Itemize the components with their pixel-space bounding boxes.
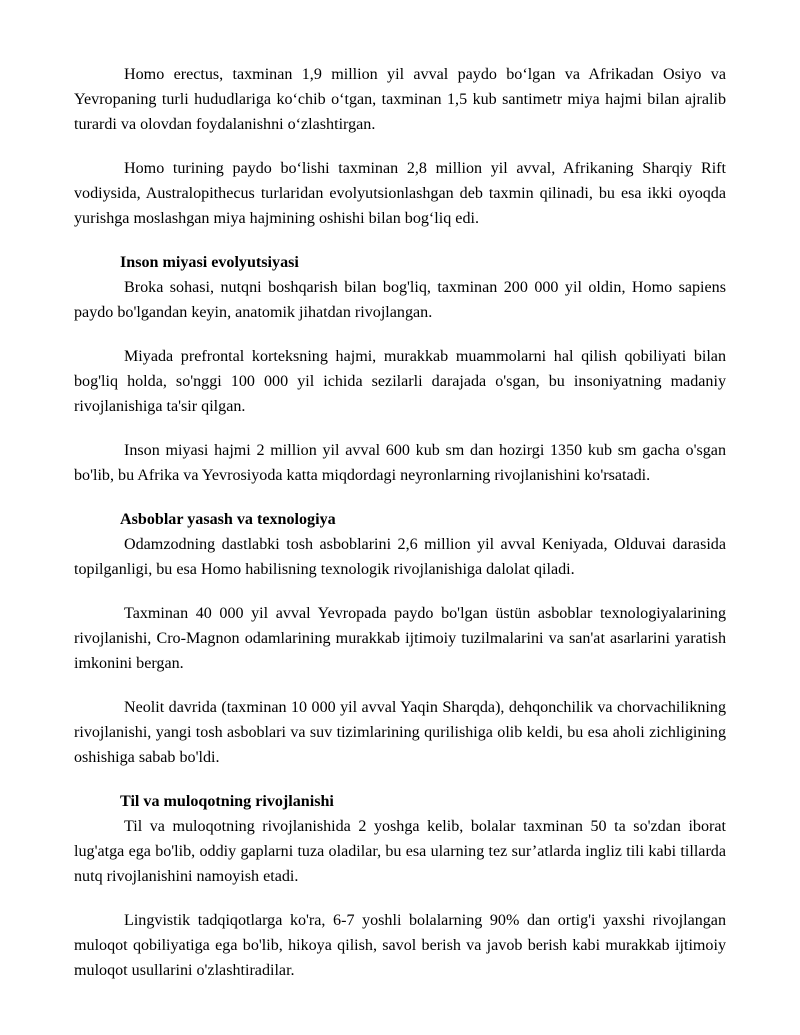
section-heading: Inson miyasi evolyutsiyasi: [120, 254, 299, 271]
body-paragraph: Homo erectus, taxminan 1,9 million yil avval paydo bo‘lgan va Afrikadan Osiyo va Yevropaning turli hududlariga ko‘chib o‘tgan, taxminan 1,5 kub santimetr miya hajmi bilan ajralib turardi va olovdan foydalanishni o‘zlashtirgan.: [74, 66, 726, 133]
section-tools-technology: [74, 507, 726, 770]
section-brain-evolution: [74, 250, 726, 488]
body-paragraph: Broka sohasi, nutqni boshqarish bilan bog'liq, taxminan 200 000 yil oldin, Homo sapiens paydo bo'lgandan keyin, anatomik jihatdan rivojlangan.: [74, 279, 726, 321]
body-paragraph: Inson miyasi hajmi 2 million yil avval 600 kub sm dan hozirgi 1350 kub sm gacha o'sgan bo'lib, bu Afrika va Yevrosiyoda katta miqdordagi neyronlarning rivojlanishini ko'rsatadi.: [74, 442, 726, 484]
body-paragraph: Miyada prefrontal korteksning hajmi, murakkab muammolarni hal qilish qobiliyati bilan bog'liq holda, so'nggi 100 000 yil ichida sezilarli darajada o'sgan, bu insoniyatning madaniy rivojlanishiga ta'sir qilgan.: [74, 348, 726, 415]
section-heading: Til va muloqotning rivojlanishi: [120, 793, 334, 810]
body-paragraph: Neolit davrida (taxminan 10 000 yil avval Yaqin Sharqda), dehqonchilik va chorvachilikning rivojlanishi, yangi tosh asboblari va suv tizimlarining qurilishiga olib keldi, bu esa aholi zichligining oshishiga sabab bo'ldi.: [74, 699, 726, 766]
section-language-communication: [74, 789, 726, 983]
body-paragraph: Til va muloqotning rivojlanishida 2 yoshga kelib, bolalar taxminan 50 ta so'zdan iborat lug'atga ega bo'lib, oddiy gaplarni tuza oladilar, bu esa ularning tez sur’atlarda ingliz tili kabi tillarda nutq rivojlanishini namoyish etadi.: [74, 818, 726, 885]
intro-section: [74, 62, 726, 231]
body-paragraph: Homo turining paydo bo‘lishi taxminan 2,8 million yil avval, Afrikaning Sharqiy Rift vodiysida, Australopithecus turlaridan evolyutsionlashgan deb taxmin qilinadi, bu esa ikki oyoqda yurishga moslashgan miya hajmining oshishi bilan bog‘liq edi.: [74, 160, 726, 227]
body-paragraph: Taxminan 40 000 yil avval Yevropada paydo bo'lgan üstün asboblar texnologiyalarining rivojlanishi, Cro-Magnon odamlarining murakkab ijtimoiy tuzilmalarini va san'at asarlarini yaratish imkonini bergan.: [74, 605, 726, 672]
section-heading: Asboblar yasash va texnologiya: [120, 511, 336, 528]
body-paragraph: Lingvistik tadqiqotlarga ko'ra, 6-7 yoshli bolalarning 90% dan ortig'i yaxshi rivojlangan muloqot qobiliyatiga ega bo'lib, hikoya qilish, savol berish va javob berish kabi murakkab ijtimoiy muloqot usullarini o'zlashtiradilar.: [74, 912, 726, 979]
body-paragraph: Odamzodning dastlabki tosh asboblarini 2,6 million yil avval Keniyada, Olduvai darasida topilganligi, bu esa Homo habilisning texnologik rivojlanishiga dalolat qiladi.: [74, 536, 726, 578]
